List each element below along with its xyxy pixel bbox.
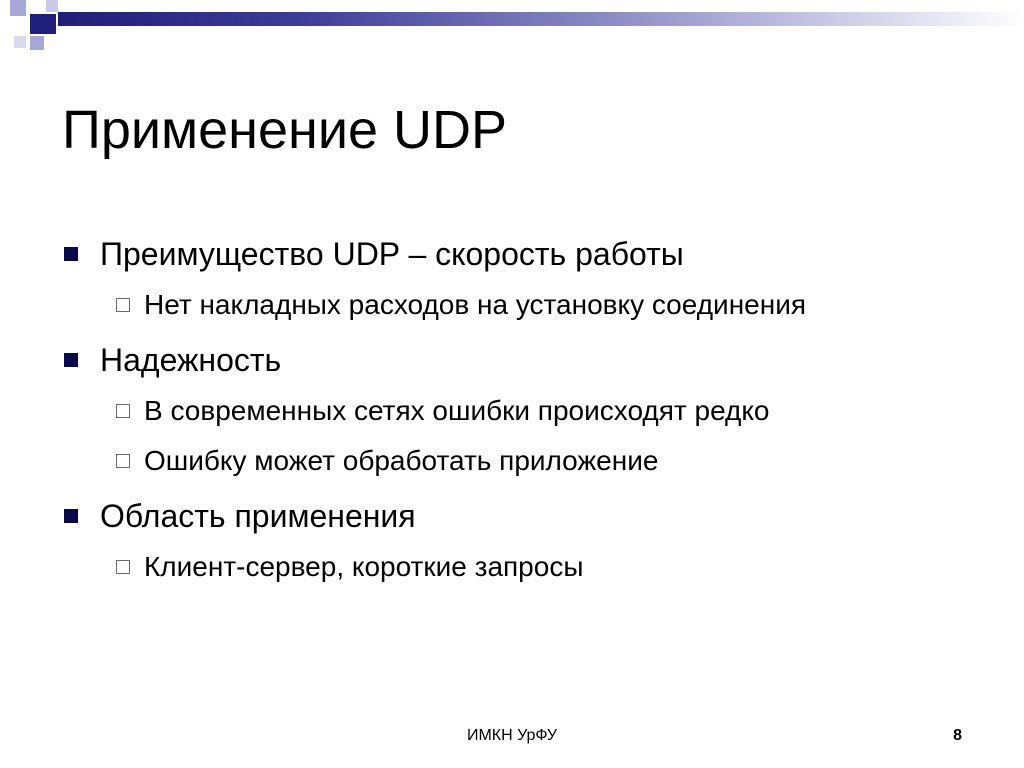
hollow-square-bullet-icon	[116, 404, 130, 418]
sub-bullet-item	[116, 442, 658, 480]
slide-title: Применение UDP	[62, 100, 508, 160]
bullet-item-advantage	[64, 232, 684, 276]
hollow-square-bullet-icon	[116, 560, 130, 574]
sub-bullet-item	[116, 548, 583, 586]
hollow-square-bullet-icon	[116, 298, 130, 312]
sub-bullet-text: В современных сетях ошибки происходят редко	[144, 395, 770, 426]
bullet-text: Область применения	[100, 497, 416, 534]
sub-bullet-item	[116, 286, 806, 324]
sub-bullet-text: Нет накладных расходов на установку соединения	[144, 289, 806, 320]
bullet-text: Преимущество UDP – скорость работы	[100, 235, 684, 272]
square-bullet-icon	[64, 247, 78, 261]
square-bullet-icon	[64, 353, 78, 367]
bullet-item-application-area	[64, 494, 416, 538]
sub-bullet-text: Клиент-сервер, короткие запросы	[144, 551, 584, 582]
sub-bullet-text: Ошибку может обработать приложение	[144, 445, 659, 476]
bullet-item-reliability	[64, 338, 281, 382]
bullet-text: Надежность	[100, 341, 282, 378]
hollow-square-bullet-icon	[116, 454, 130, 468]
slide-number: 8	[953, 727, 962, 744]
sub-bullet-item	[116, 392, 770, 430]
footer-organization: ИМКН УрФУ	[466, 727, 558, 744]
square-bullet-icon	[64, 509, 78, 523]
